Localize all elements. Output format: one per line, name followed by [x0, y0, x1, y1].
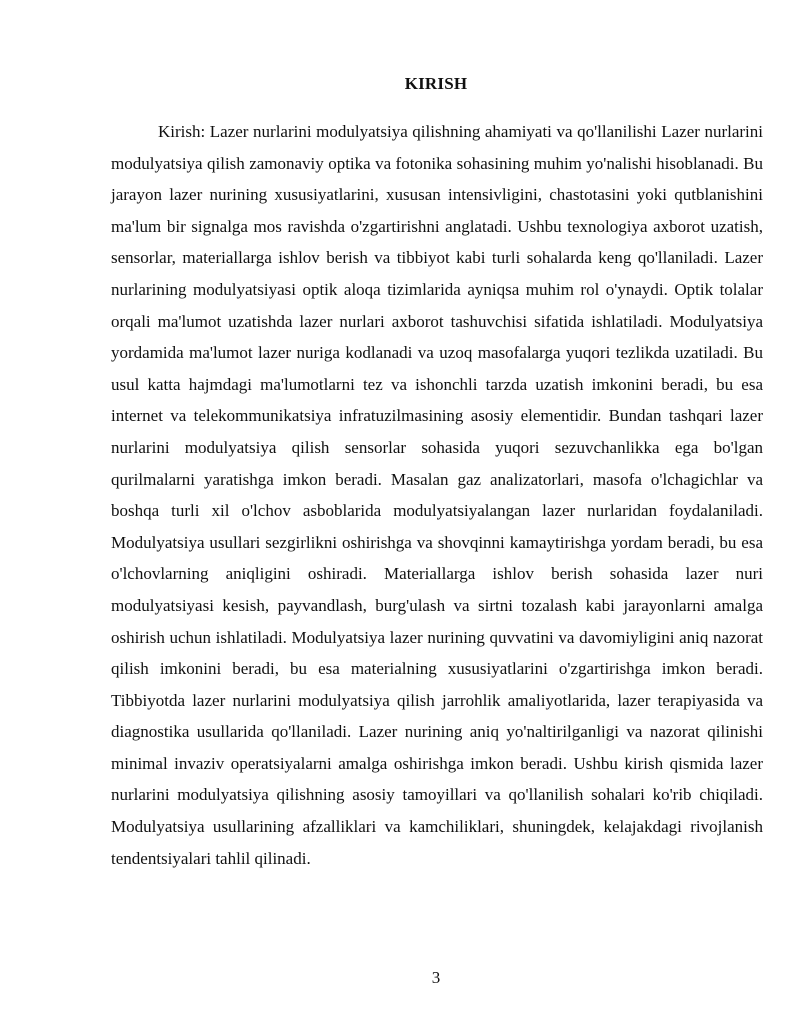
page-number: 3 [431, 968, 441, 987]
body-paragraph: Kirish: Lazer nurlarini modulyatsiya qilishning ahamiyati va qo'llanilishi Lazer nurlarini modulyatsiya qilish zamonaviy optika va fotonika sohasining muhim yo'nalishi hisoblanadi. Bu jarayon lazer nurining xususiyatlarini, xususan intensivligini, chastotasini yoki qutblanishini ma'lum bir signalga mos ravishda o'zgartirishni anglatadi. Ushbu texnologiya axborot uzatish, sensorlar, materiallarga ishlov berish va tibbiyot kabi turli sohalarda keng qo'llaniladi. Lazer nurlarining modulyatsiyasi optik aloqa tizimlarida ayniqsa muhim rol o'ynaydi. Optik tolalar orqali ma'lumot uzatishda lazer nurlari axborot tashuvchisi sifatida ishlatiladi. Modulyatsiya yordamida ma'lumot lazer nuriga kodlanadi va uzoq masofalarga yuqori tezlikda uzatiladi. Bu usul katta hajmdagi ma'lumotlarni tez va ishonchli tarzda uzatish imkonini beradi, bu esa internet va telekommunikatsiya infratuzilmasining asosiy elementidir. Bundan tashqari lazer nurlarini modulyatsiya qilish sensorlar sohasida yuqori sezuvchanlikka ega bo'lgan qurilmalarni yaratishga imkon beradi. Masalan gaz analizatorlari, masofa o'lchagichlar va boshqa turli xil o'lchov asboblarida modulyatsiyalangan lazer nurlaridan foydalaniladi. Modulyatsiya usullari sezgirlikni oshirishga va shovqinni kamaytirishga yordam beradi, bu esa o'lchovlarning aniqligini oshiradi. Materiallarga ishlov berish sohasida lazer nuri modulyatsiyasi kesish, payvandlash, burg'ulash va sirtni tozalash kabi jarayonlarni amalga oshirish uchun ishlatiladi. Modulyatsiya lazer nurining quvvatini va davomiyligini aniq nazorat qilish imkonini beradi, bu esa materialning xususiyatlarini o'zgartirishga imkon beradi. Tibbiyotda lazer nurlarini modulyatsiya qilish jarrohlik amaliyotlarida, lazer terapiyasida va diagnostika usullarida qo'llaniladi. Lazer nurining aniq yo'naltirilganligi va nazorat qilinishi minimal invaziv operatsiyalarni amalga oshirishga imkon beradi. Ushbu kirish qismida lazer nurlarini modulyatsiya qilishning asosiy tamoyillari va qo'llanilish sohalari ko'rib chiqiladi. Modulyatsiya usullarining afzalliklari va kamchiliklari, shuningdek, kelajakdagi rivojlanish tendentsiyalari tahlil qilinadi. [111, 122, 763, 868]
page-title: KIRISH [404, 74, 468, 93]
